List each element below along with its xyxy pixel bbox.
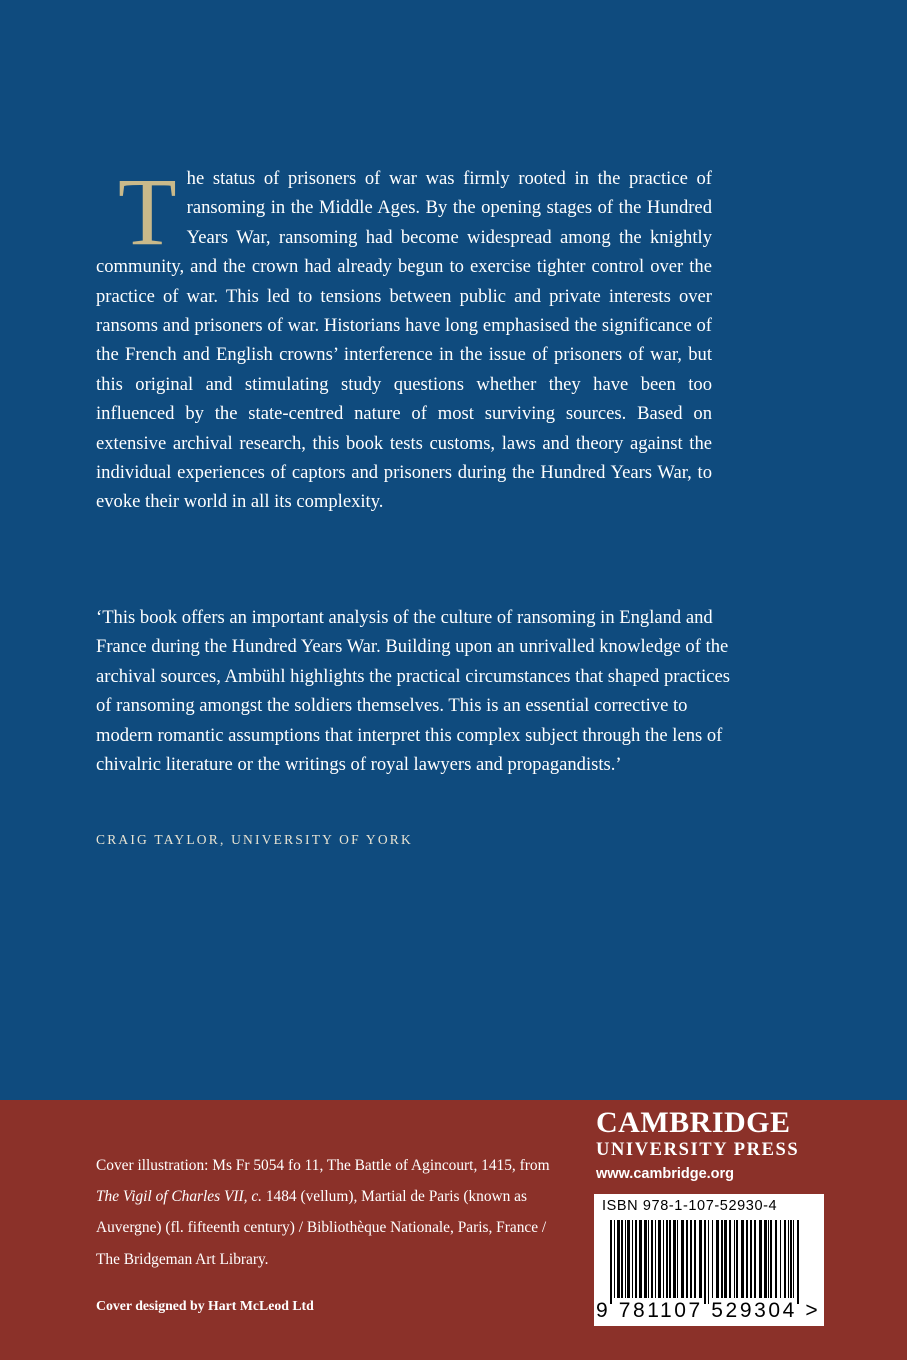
- barcode-bar: [721, 1220, 723, 1298]
- barcode-bar: [712, 1220, 713, 1298]
- barcode-bar: [750, 1220, 752, 1298]
- barcode-bar: [797, 1220, 799, 1304]
- credit-text-part2: 1484 (vellum), Martial de Paris (known as Auvergne) (fl. fifteenth century) / Bibliothèque Nationale, Paris, France / The Bridgeman Art Library.: [96, 1188, 547, 1268]
- barcode-bar: [669, 1220, 671, 1298]
- barcode-bar: [644, 1220, 647, 1298]
- barcode-bar: [716, 1220, 719, 1298]
- barcode-bar: [734, 1220, 735, 1298]
- barcode-bar: [768, 1220, 769, 1298]
- cover-designer-credit: Cover designed by Hart McLeod Ltd: [96, 1298, 314, 1313]
- barcode-bar: [754, 1220, 756, 1298]
- barcode-bar: [681, 1220, 684, 1298]
- barcode-bar: [788, 1220, 789, 1298]
- barcode-bar: [617, 1220, 620, 1298]
- barcode-bar: [736, 1220, 738, 1298]
- barcode-bar: [784, 1220, 786, 1298]
- barcode-bar: [639, 1220, 642, 1298]
- barcode-bar: [673, 1220, 676, 1298]
- barcode-bar: [729, 1220, 731, 1298]
- barcode-bar: [627, 1220, 630, 1298]
- barcode-bar: [648, 1220, 649, 1298]
- publisher-logo: [596, 1106, 826, 1184]
- barcode-bar: [614, 1220, 615, 1298]
- barcode-bar: [621, 1220, 623, 1298]
- barcode-bar: [699, 1220, 702, 1298]
- barcode-bar: [775, 1220, 777, 1298]
- barcode-bar: [764, 1220, 767, 1298]
- barcode-bar: [780, 1220, 781, 1298]
- barcode-bar: [690, 1220, 692, 1298]
- barcode-bar: [724, 1220, 727, 1298]
- barcode-bar: [635, 1220, 637, 1298]
- review-quote: ‘This book offers an important analysis of the culture of ransoming in England and France during the Hundred Years War. Building upon an unrivalled knowledge of the archival sources, Ambühl highlights the practical circumstances that shaped practices of ransoming amongst the soldiers themselves. This is an essential corrective to modern romantic assumptions that interpret this complex subject through the lens of chivalric literature or the writings of royal lawyers and propagandists.’: [96, 607, 731, 776]
- barcode-bar: [655, 1220, 656, 1298]
- barcode-bar: [663, 1220, 664, 1298]
- barcode-bar: [677, 1220, 678, 1298]
- barcode-box: [594, 1194, 824, 1326]
- isbn-label: ISBN 978-1-107-52930-4: [602, 1198, 778, 1214]
- barcode-bar: [708, 1220, 709, 1304]
- credit-text-italic: The Vigil of Charles VII, c.: [96, 1188, 262, 1206]
- barcode-bar: [658, 1220, 661, 1298]
- barcode-bar: [694, 1220, 696, 1298]
- barcode-bar: [686, 1220, 688, 1298]
- description-text: he status of prisoners of war was firmly rooted in the practice of ransoming in the Middle Ages. By the opening stages of the Hundred Years War, ransoming had become widespread among the knightly community, and the crown had already begun to exercise tighter control over the practice of war. This led to tensions between public and private interests over ransoms and prisoners of war. Historians have long emphasised the significance of the French and English crowns’ interference in the issue of prisoners of war, but this original and stimulating study questions whether they have been too influenced by the state-centred nature of most surviving sources. Based on extensive archival research, this book tests customs, laws and theory against the individual experiences of captors and prisoners during the Hundred Years War, to evoke their world in all its complexity.: [96, 168, 712, 513]
- credit-text-part1: Cover illustration: Ms Fr 5054 fo 11, The Battle of Agincourt, 1415, from: [96, 1157, 550, 1174]
- publisher-subname: UNIVERSITY PRESS: [596, 1140, 800, 1160]
- book-description: [96, 158, 712, 517]
- barcode-bar: [704, 1220, 706, 1304]
- barcode-bar: [610, 1220, 612, 1304]
- drop-cap: T: [118, 158, 177, 265]
- cover-illustration-credit: [96, 1150, 556, 1275]
- barcode-bar: [790, 1220, 792, 1298]
- barcode-bar: [770, 1220, 772, 1298]
- barcode-bar: [746, 1220, 748, 1298]
- barcode-bars: [610, 1220, 806, 1304]
- quote-attribution: CRAIG TAYLOR, UNIVERSITY OF YORK: [96, 832, 413, 847]
- barcode-bar: [651, 1220, 653, 1298]
- barcode-bar: [759, 1220, 762, 1298]
- publisher-url: www.cambridge.org: [596, 1166, 735, 1182]
- barcode-bar: [666, 1220, 668, 1298]
- barcode-bar: [625, 1220, 626, 1298]
- barcode-digits: 9 781107 529304 >: [596, 1299, 821, 1322]
- publisher-name: CAMBRIDGE: [596, 1106, 791, 1139]
- barcode-bar: [741, 1220, 744, 1298]
- barcode-bar: [632, 1220, 633, 1298]
- barcode-bar: [793, 1220, 794, 1298]
